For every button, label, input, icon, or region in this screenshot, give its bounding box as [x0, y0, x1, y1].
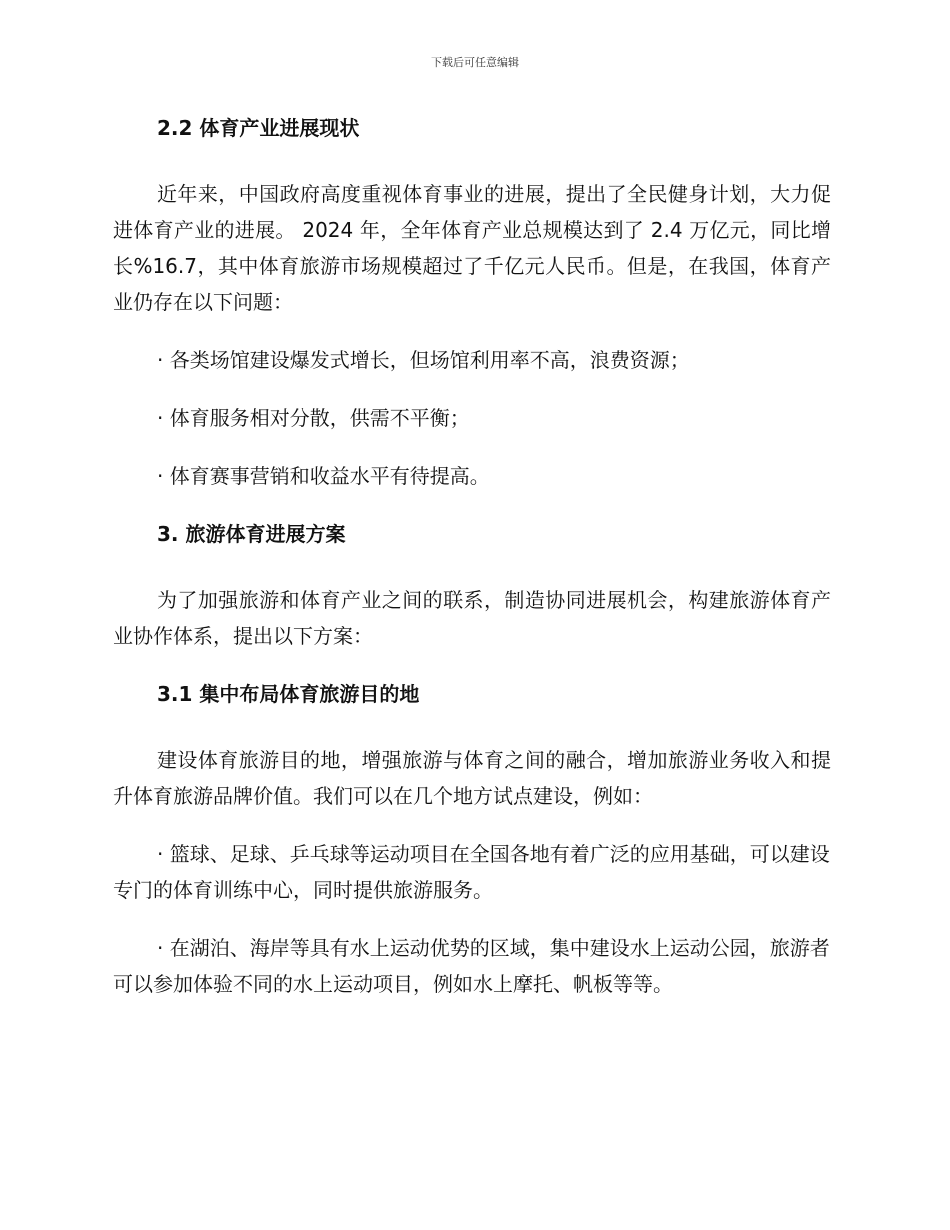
bullet-item: · 在湖泊、海岸等具有水上运动优势的区域，集中建设水上运动公园，旅游者可以参加体验不同的水上运动项目，例如水上摩托、帆板等等。 [113, 936, 830, 996]
bullet-item: · 体育服务相对分散，供需不平衡； [157, 406, 470, 430]
section-3-heading: 3. 旅游体育进展方案 [157, 522, 346, 546]
bullet-item: · 各类场馆建设爆发式增长，但场馆利用率不高，浪费资源； [157, 348, 690, 372]
document-body [113, 110, 831, 1024]
bullet-item: · 体育赛事营销和收益水平有待提高。 [157, 464, 490, 488]
page-header: 下载后可任意编辑 [431, 56, 519, 69]
section-3-1-heading: 3.1 集中布局体育旅游目的地 [157, 682, 420, 706]
section-3-paragraph: 为了加强旅游和体育产业之间的联系，制造协同进展机会，构建旅游体育产业协作体系，提出以下方案： [113, 588, 831, 648]
bullet-item: · 篮球、足球、乒乓球等运动项目在全国各地有着广泛的应用基础，可以建设专门的体育训练中心，同时提供旅游服务。 [113, 842, 830, 902]
section-2-2-paragraph: 近年来，中国政府高度重视体育事业的进展，提出了全民健身计划，大力促进体育产业的进展。 2024 年，全年体育产业总规模达到了 2.4 万亿元，同比增长%16.7，其中体育旅游市场规模超过了千亿元人民币。但是，在我国，体育产业仍存在以下问题： [113, 182, 831, 314]
section-3-1-paragraph: 建设体育旅游目的地，增强旅游与体育之间的融合，增加旅游业务收入和提升体育旅游品牌价值。我们可以在几个地方试点建设，例如： [113, 748, 831, 808]
section-2-2-heading: 2.2 体育产业进展现状 [157, 116, 360, 140]
